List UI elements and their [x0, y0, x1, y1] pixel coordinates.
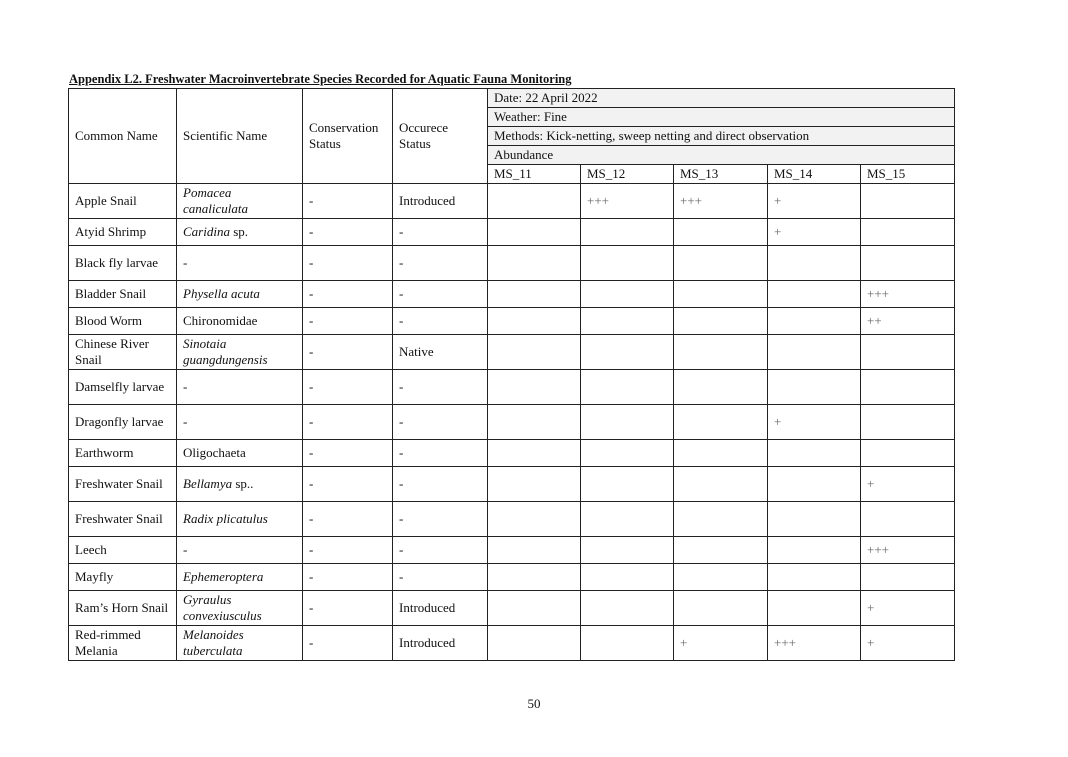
scientific-name-cell	[177, 308, 303, 335]
occurrence-status-cell: -	[393, 537, 488, 564]
scientific-name-italic: Physella acuta	[183, 286, 260, 301]
occurrence-status-cell: Introduced	[393, 591, 488, 626]
scientific-name-plain: -	[183, 255, 188, 270]
abundance-cell	[581, 467, 674, 502]
station-header: MS_13	[674, 165, 768, 184]
occurrence-status-cell: -	[393, 246, 488, 281]
abundance-cell	[488, 219, 581, 246]
conservation-status-cell: -	[303, 308, 393, 335]
common-name-cell: Freshwater Snail	[69, 467, 177, 502]
abundance-cell	[768, 591, 861, 626]
abundance-cell	[581, 564, 674, 591]
occurrence-status-cell: -	[393, 370, 488, 405]
scientific-name-cell	[177, 184, 303, 219]
abundance-cell	[768, 370, 861, 405]
conservation-status-cell: -	[303, 219, 393, 246]
weather-cell: Weather: Fine	[488, 108, 955, 127]
abundance-cell: +++	[581, 184, 674, 219]
table-row	[69, 370, 955, 405]
occurrence-status-cell: Introduced	[393, 184, 488, 219]
scientific-name-cell	[177, 626, 303, 661]
occurrence-status-cell: -	[393, 405, 488, 440]
common-name-cell: Chinese River Snail	[69, 335, 177, 370]
common-name-cell: Bladder Snail	[69, 281, 177, 308]
station-header: MS_14	[768, 165, 861, 184]
conservation-status-cell: -	[303, 626, 393, 661]
scientific-name-cell	[177, 370, 303, 405]
scientific-name-cell	[177, 219, 303, 246]
scientific-name-cell	[177, 281, 303, 308]
conservation-status-cell: -	[303, 467, 393, 502]
table-row	[69, 219, 955, 246]
conservation-status-cell: -	[303, 502, 393, 537]
table-row	[69, 281, 955, 308]
abundance-cell: +	[768, 219, 861, 246]
abundance-cell	[861, 440, 955, 467]
occurrence-status-cell: -	[393, 467, 488, 502]
conservation-status-cell: -	[303, 591, 393, 626]
abundance-cell: +	[861, 591, 955, 626]
abundance-cell: ++	[861, 308, 955, 335]
scientific-name-plain: -	[183, 414, 188, 429]
abundance-cell	[674, 308, 768, 335]
conservation-status-header: Conservation Status	[303, 89, 393, 184]
abundance-cell	[581, 626, 674, 661]
species-table	[68, 88, 955, 661]
table-row	[69, 246, 955, 281]
common-name-header: Common Name	[69, 89, 177, 184]
abundance-cell	[861, 405, 955, 440]
scientific-name-cell	[177, 440, 303, 467]
occurrence-status-cell: Native	[393, 335, 488, 370]
abundance-cell	[488, 440, 581, 467]
abundance-cell	[581, 219, 674, 246]
common-name-cell: Earthworm	[69, 440, 177, 467]
abundance-cell	[768, 564, 861, 591]
table-row	[69, 184, 955, 219]
abundance-cell	[768, 281, 861, 308]
abundance-cell	[581, 246, 674, 281]
scientific-name-plain: -	[183, 379, 188, 394]
scientific-name-plain: Chironomidae	[183, 313, 258, 328]
scientific-name-italic: Ephemeroptera	[183, 569, 264, 584]
abundance-cell: +++	[861, 537, 955, 564]
table-header	[69, 89, 955, 184]
abundance-cell	[581, 370, 674, 405]
abundance-cell: +++	[768, 626, 861, 661]
page-number: 50	[527, 696, 541, 711]
abundance-cell	[674, 502, 768, 537]
scientific-name-cell	[177, 246, 303, 281]
methods-cell: Methods: Kick-netting, sweep netting and direct observation	[488, 127, 955, 146]
scientific-name-cell	[177, 405, 303, 440]
abundance-cell	[768, 335, 861, 370]
occurrence-status-cell: -	[393, 281, 488, 308]
conservation-status-cell: -	[303, 335, 393, 370]
common-name-cell: Leech	[69, 537, 177, 564]
station-header: MS_12	[581, 165, 674, 184]
abundance-cell	[488, 591, 581, 626]
scientific-name-italic: Caridina	[183, 224, 230, 239]
abundance-cell: +	[861, 626, 955, 661]
occurrence-status-cell: -	[393, 308, 488, 335]
table-row	[69, 440, 955, 467]
abundance-cell	[674, 370, 768, 405]
table-row	[69, 405, 955, 440]
scientific-name-cell	[177, 502, 303, 537]
occurrence-status-cell: -	[393, 440, 488, 467]
scientific-name-plain: -	[183, 542, 188, 557]
abundance-cell	[768, 502, 861, 537]
abundance-cell	[861, 335, 955, 370]
abundance-header: Abundance	[488, 146, 955, 165]
scientific-name-cell	[177, 564, 303, 591]
conservation-status-cell: -	[303, 370, 393, 405]
conservation-status-cell: -	[303, 537, 393, 564]
scientific-name-cell	[177, 537, 303, 564]
abundance-cell: +	[861, 467, 955, 502]
occurrence-status-cell: -	[393, 219, 488, 246]
abundance-cell	[674, 405, 768, 440]
abundance-cell: +	[768, 405, 861, 440]
table-row	[69, 502, 955, 537]
scientific-name-header: Scientific Name	[177, 89, 303, 184]
abundance-cell	[674, 281, 768, 308]
occurrence-status-cell: Introduced	[393, 626, 488, 661]
table-row	[69, 308, 955, 335]
abundance-cell	[488, 537, 581, 564]
abundance-cell	[768, 440, 861, 467]
abundance-cell	[581, 591, 674, 626]
scientific-name-italic: Bellamya	[183, 476, 233, 491]
abundance-cell	[861, 502, 955, 537]
station-header: MS_11	[488, 165, 581, 184]
table-row	[69, 537, 955, 564]
scientific-name-italic: Gyraulus convexiusculus	[183, 592, 262, 623]
abundance-cell	[488, 308, 581, 335]
abundance-cell	[488, 626, 581, 661]
occurrence-status-header: Occurece Status	[393, 89, 488, 184]
scientific-name-cell	[177, 467, 303, 502]
abundance-cell	[861, 370, 955, 405]
scientific-name-cell	[177, 335, 303, 370]
common-name-cell: Ram’s Horn Snail	[69, 591, 177, 626]
abundance-cell: +	[674, 626, 768, 661]
table-row	[69, 591, 955, 626]
abundance-cell	[581, 440, 674, 467]
common-name-cell: Mayfly	[69, 564, 177, 591]
document-title: Appendix L2. Freshwater Macroinvertebrate Species Recorded for Aquatic Fauna Monitoring	[69, 72, 572, 86]
abundance-cell	[674, 335, 768, 370]
table-row	[69, 467, 955, 502]
table-row	[69, 626, 955, 661]
abundance-cell	[861, 564, 955, 591]
abundance-cell	[581, 335, 674, 370]
common-name-cell: Atyid Shrimp	[69, 219, 177, 246]
abundance-cell	[488, 467, 581, 502]
scientific-name-italic: Radix plicatulus	[183, 511, 268, 526]
conservation-status-cell: -	[303, 405, 393, 440]
common-name-cell: Damselfly larvae	[69, 370, 177, 405]
abundance-cell	[768, 246, 861, 281]
abundance-cell	[861, 184, 955, 219]
abundance-cell	[674, 246, 768, 281]
abundance-cell	[581, 537, 674, 564]
abundance-cell	[674, 537, 768, 564]
abundance-cell	[488, 281, 581, 308]
conservation-status-cell: -	[303, 184, 393, 219]
abundance-cell	[581, 308, 674, 335]
table-body	[69, 184, 955, 661]
abundance-cell	[488, 335, 581, 370]
abundance-cell	[581, 405, 674, 440]
abundance-cell	[488, 502, 581, 537]
common-name-cell: Black fly larvae	[69, 246, 177, 281]
common-name-cell: Dragonfly larvae	[69, 405, 177, 440]
abundance-cell	[768, 308, 861, 335]
common-name-cell: Freshwater Snail	[69, 502, 177, 537]
abundance-cell	[674, 467, 768, 502]
station-header: MS_15	[861, 165, 955, 184]
occurrence-status-cell: -	[393, 564, 488, 591]
abundance-cell	[488, 564, 581, 591]
abundance-cell: +++	[674, 184, 768, 219]
abundance-cell	[674, 564, 768, 591]
abundance-cell	[581, 502, 674, 537]
scientific-name-italic: Pomacea canaliculata	[183, 185, 248, 216]
conservation-status-cell: -	[303, 281, 393, 308]
abundance-cell	[674, 591, 768, 626]
occurrence-status-cell: -	[393, 502, 488, 537]
abundance-cell	[581, 281, 674, 308]
scientific-name-italic: Sinotaia guangdungensis	[183, 336, 268, 367]
abundance-cell: +++	[861, 281, 955, 308]
abundance-cell	[674, 219, 768, 246]
abundance-cell	[674, 440, 768, 467]
abundance-cell	[768, 467, 861, 502]
abundance-cell: +	[768, 184, 861, 219]
common-name-cell: Apple Snail	[69, 184, 177, 219]
table-row	[69, 564, 955, 591]
conservation-status-cell: -	[303, 246, 393, 281]
abundance-cell	[861, 219, 955, 246]
conservation-status-cell: -	[303, 440, 393, 467]
abundance-cell	[488, 184, 581, 219]
abundance-cell	[488, 246, 581, 281]
abundance-cell	[768, 537, 861, 564]
scientific-name-plain: sp.	[229, 224, 249, 239]
common-name-cell: Blood Worm	[69, 308, 177, 335]
abundance-cell	[488, 405, 581, 440]
header-row-date	[69, 89, 955, 108]
common-name-cell: Red-rimmed Melania	[69, 626, 177, 661]
abundance-cell	[861, 246, 955, 281]
conservation-status-cell: -	[303, 564, 393, 591]
survey-date-cell: Date: 22 April 2022	[488, 89, 955, 108]
table-row	[69, 335, 955, 370]
scientific-name-cell	[177, 591, 303, 626]
scientific-name-plain: Oligochaeta	[183, 445, 246, 460]
abundance-cell	[488, 370, 581, 405]
scientific-name-italic: Melanoides tuberculata	[183, 627, 244, 658]
scientific-name-plain: sp..	[232, 476, 254, 491]
